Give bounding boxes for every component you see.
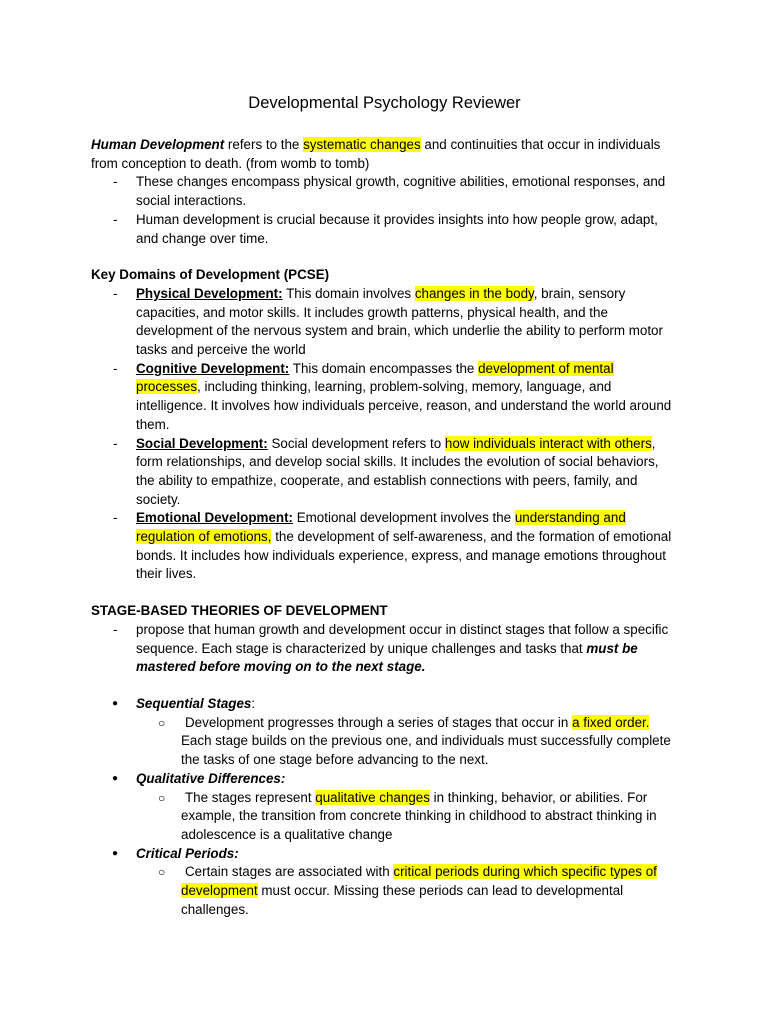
bullet-item — [91, 770, 678, 845]
bullet-item: ● Sequential Stages: ○ Development progresses through a series of stages that occur in a fixed order. Each stage builds on the previous one, and individuals must successfully complete the tasks of one stage before advancing to the next. — [91, 695, 678, 770]
list-item: - Physical Development: This domain involves changes in the body, brain, sensory capacities, and motor skills. It includes growth patterns, physical health, and the development of the nervous system and brain, which underlie the ability to perform motor tasks and perceive the world — [91, 285, 678, 360]
domain-label: Physical Development: — [136, 285, 283, 301]
list-item: - propose that human growth and development occur in distinct stages that follow a specific sequence. Each stage is characterized by unique challenges and tasks that must be mastered before moving on to the next stage. — [91, 621, 678, 677]
document-title: Developmental Psychology Reviewer — [248, 94, 521, 112]
bullet-label: Qualitative Differences: — [136, 770, 286, 786]
highlight: critical periods during which specific types of development — [181, 864, 657, 899]
highlight: changes in the body — [414, 285, 534, 301]
domain-label: Emotional Development: — [136, 510, 293, 526]
sub-list — [136, 714, 678, 770]
intro-term: Human Development — [91, 137, 225, 152]
highlight: understanding and regulation of emotions, — [136, 510, 626, 545]
intro-points — [91, 173, 678, 248]
highlight: systematic changes — [303, 137, 421, 152]
list-item: - Human development is crucial because it provides insights into how people grow, adapt, and change over time. — [91, 211, 678, 248]
highlight: development of mental processes — [136, 360, 614, 395]
stage-bullets — [91, 695, 678, 919]
sub-list — [136, 863, 678, 919]
highlight: how individuals interact with others — [444, 435, 652, 451]
bullet-label: Sequential Stages — [136, 695, 252, 711]
bullet-item — [91, 845, 678, 920]
bullet-label: Critical Periods: — [136, 845, 239, 861]
sub-item: ○ The stages represent qualitative changes in thinking, behavior, or abilities. For example, the transition from concrete thinking in childhood to abstract thinking in adolescence is a qualitative change — [136, 789, 678, 845]
list-item: - Emotional Development: Emotional development involves the understanding and regulation of emotions, the development of self-awareness, and the formation of emotional bonds. It includes how individuals experience, express, and manage emotions throughout their lives. — [91, 509, 678, 584]
sub-list — [136, 789, 678, 845]
list-item: - Social Development: Social development refers to how individuals interact with others, form relationships, and develop social skills. It includes the evolution of social behaviors, the ability to empathize, cooperate, and establish connections with peers, family, and society. — [91, 435, 678, 510]
intro-paragraph: Human Development refers to the systematic changes and continuities that occur in individuals from conception to death. (from womb to tomb) — [91, 137, 661, 171]
domain-label: Social Development: — [136, 435, 268, 451]
domain-label: Cognitive Development: — [136, 360, 290, 376]
list-item: - These changes encompass physical growth, cognitive abilities, emotional responses, and social interactions. — [91, 173, 678, 210]
stage-desc — [91, 621, 678, 677]
sub-item: ○ Development progresses through a series of stages that occur in a fixed order. Each stage builds on the previous one, and individuals must successfully complete the tasks of one stage before advancing to the next. — [136, 714, 678, 770]
domains-list — [91, 285, 678, 584]
list-item: - Cognitive Development: This domain encompasses the development of mental processes, including thinking, learning, problem-solving, memory, language, and intelligence. It involves how individuals perceive, reason, and understand the world around them. — [91, 360, 678, 435]
domains-heading: Key Domains of Development (PCSE) — [91, 267, 330, 283]
stage-heading: STAGE-BASED THEORIES OF DEVELOPMENT — [91, 603, 388, 619]
highlight: qualitative changes — [315, 789, 430, 805]
sub-item: ○ Certain stages are associated with critical periods during which specific types of development must occur. Missing these periods can lead to developmental challenges. — [136, 863, 678, 919]
highlight: a fixed order. — [572, 714, 650, 730]
